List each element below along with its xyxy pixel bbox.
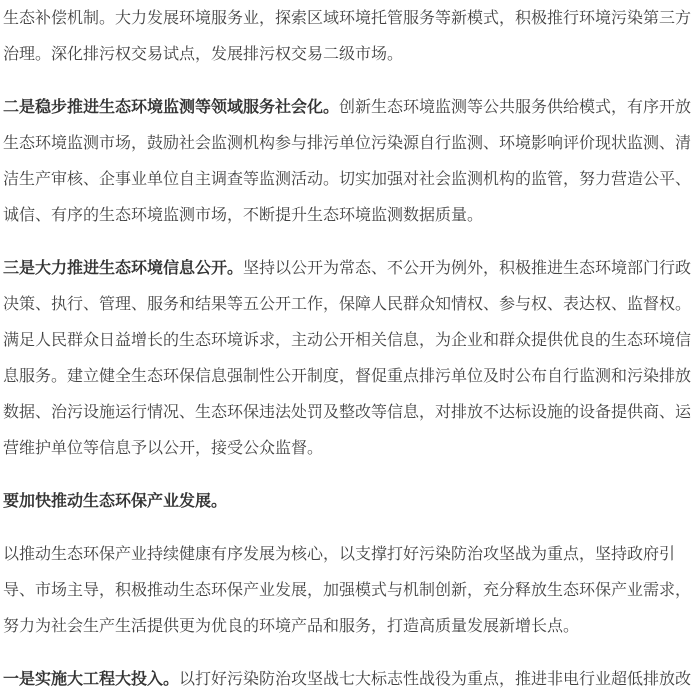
- text-run: 以打好污染防治攻坚战七大标志性战役为重点，推进非电行业超低排放改: [179, 669, 692, 688]
- text-run: 决策、执行、管理、服务和结果等五公开工作，保障人民群众知情权、参与权、表达权、监督权。: [3, 294, 692, 313]
- text-run: 洁生产审核、企事业单位自主调查等监测活动。切实加强对社会监测机构的监管，努力营造公平、: [3, 169, 692, 188]
- text-line: [3, 358, 693, 394]
- text-line: [3, 89, 693, 125]
- text-line: [3, 536, 693, 572]
- text-run: 营维护单位等信息予以公开，接受公众监督。: [3, 438, 324, 457]
- text-run: 生态环境监测市场，鼓励社会监测机构参与排污单位污染源自行监测、环境影响评价现状监测、清: [3, 133, 692, 152]
- text-line: [3, 125, 693, 161]
- text-line: [3, 250, 693, 286]
- text-run: 导、市场主导，积极推动生态环保产业发展，加强模式与机制创新，充分释放生态环保产业需求，: [3, 580, 692, 599]
- text-line: [3, 430, 693, 466]
- text-line: [3, 161, 693, 197]
- text-line: [3, 36, 693, 72]
- paragraph: [3, 89, 693, 233]
- text-run: 数据、治污设施运行情况、生态环保违法处罚及整改等信息，对排放不达标设施的设备提供商、运: [3, 402, 692, 421]
- text-line: [3, 608, 693, 644]
- text-run: 治理。深化排污权交易试点，发展排污权交易二级市场。: [3, 44, 404, 63]
- text-line: [3, 661, 693, 697]
- bold-text-run: 三是大力推进生态环境信息公开。: [3, 258, 244, 277]
- text-line: [3, 197, 693, 233]
- bold-text-run: 二是稳步推进生态环境监测等领域服务社会化。: [3, 97, 340, 116]
- text-run: 以推动生态环保产业持续健康有序发展为核心，以支撑打好污染防治攻坚战为重点，坚持政府引: [3, 544, 676, 563]
- text-line: [3, 0, 693, 36]
- bold-text-run: 要加快推动生态环保产业发展。: [3, 491, 228, 510]
- text-run: 坚持以公开为常态、不公开为例外，积极推进生态环境部门行政: [243, 258, 692, 277]
- text-line: [3, 322, 693, 358]
- text-run: 生态补偿机制。大力发展环境服务业，探索区域环境托管服务等新模式，积极推行环境污染第三方: [3, 8, 692, 27]
- text-run: 诚信、有序的生态环境监测市场，不断提升生态环境监测数据质量。: [3, 205, 484, 224]
- text-run: 努力为社会生产生活提供更为优良的环境产品和服务，打造高质量发展新增长点。: [3, 616, 580, 635]
- paragraph: [3, 483, 693, 519]
- text-run: 满足人民群众日益增长的生态环境诉求，主动公开相关信息，为企业和群众提供优良的生态环境信: [3, 330, 692, 349]
- paragraph: [3, 661, 693, 697]
- text-line: [3, 483, 693, 519]
- text-run: 息服务。建立健全生态环保信息强制性公开制度，督促重点排污单位及时公布自行监测和污染排放: [3, 366, 692, 385]
- text-line: [3, 572, 693, 608]
- text-line: [3, 286, 693, 322]
- paragraph: [3, 250, 693, 466]
- bold-text-run: 一是实施大工程大投入。: [3, 669, 180, 688]
- text-line: [3, 394, 693, 430]
- paragraph: [3, 0, 693, 72]
- paragraph: [3, 536, 693, 644]
- text-run: 创新生态环境监测等公共服务供给模式，有序开放: [339, 97, 692, 116]
